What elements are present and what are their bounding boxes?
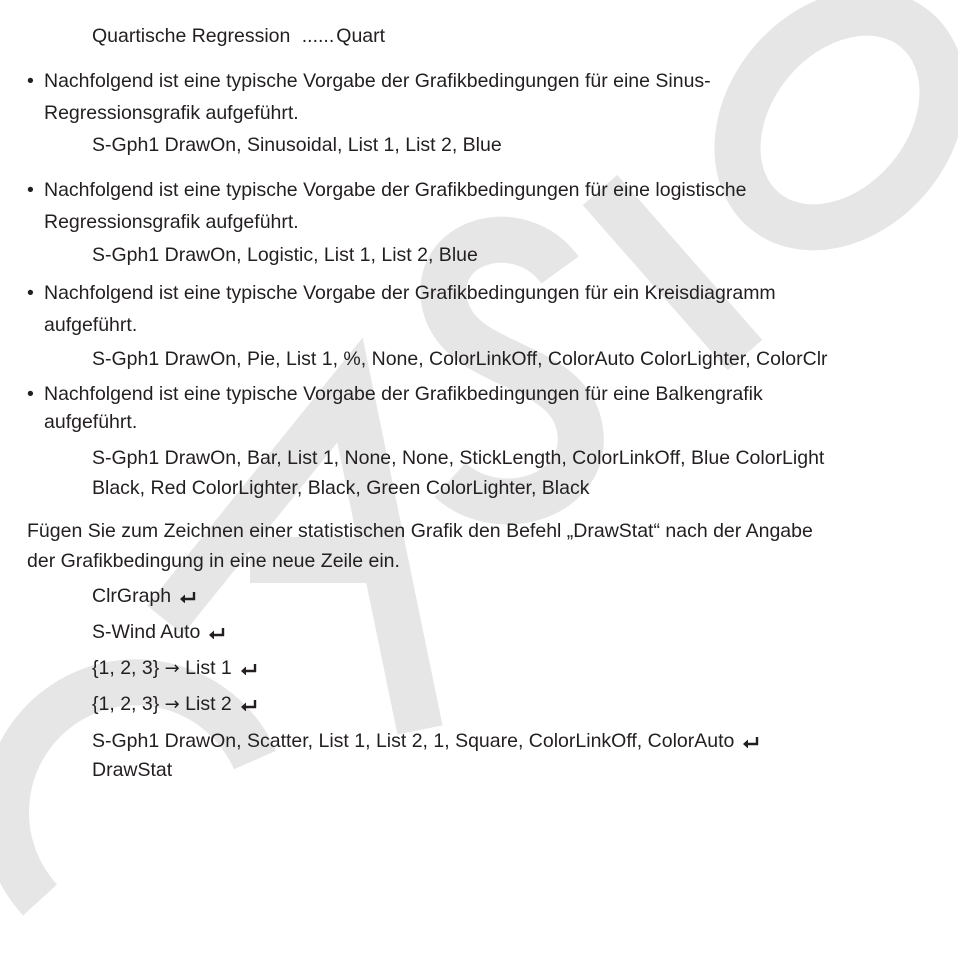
quart-label: Quartische Regression <box>92 25 291 47</box>
enter-key-icon <box>179 591 197 603</box>
bullet-marker: • <box>27 282 34 304</box>
quartic-regression-line <box>92 24 385 48</box>
program-line-5 <box>92 729 760 753</box>
bullet-marker: • <box>27 179 34 201</box>
assign-arrow-icon: → <box>164 694 180 715</box>
paragraph-line2: der Grafikbedingung in eine neue Zeile ein. <box>27 550 400 572</box>
bullet-4-code-line1: S-Gph1 DrawOn, Bar, List 1, None, None, StickLength, ColorLinkOff, Blue ColorLight <box>92 447 825 469</box>
bullet-3-text-line1: Nachfolgend ist eine typische Vorgabe der Grafikbedingungen für ein Kreisdiagramm <box>44 282 776 304</box>
quart-value: Quart <box>336 25 386 47</box>
bullet-1-code: S-Gph1 DrawOn, Sinusoidal, List 1, List 2, Blue <box>92 134 502 156</box>
enter-key-icon <box>240 699 258 711</box>
bullet-marker: • <box>27 383 34 405</box>
program-line-3-pre: {1, 2, 3} <box>92 657 160 679</box>
bullet-2-code: S-Gph1 DrawOn, Logistic, List 1, List 2, Blue <box>92 244 478 266</box>
program-line-4 <box>92 692 258 717</box>
bullet-marker: • <box>27 70 34 92</box>
enter-key-icon <box>208 627 226 639</box>
quart-dots: ...... <box>301 25 335 47</box>
bullet-1-text-line2: Regressionsgrafik aufgeführt. <box>44 102 299 124</box>
assign-arrow-icon: → <box>164 658 180 679</box>
bullet-4-text-line1: Nachfolgend ist eine typische Vorgabe der Grafikbedingungen für eine Balkengrafik <box>44 383 763 405</box>
bullet-4-code-line2: Black, Red ColorLighter, Black, Green ColorLighter, Black <box>92 477 590 499</box>
bullet-2-text-line2: Regressionsgrafik aufgeführt. <box>44 211 299 233</box>
program-line-6: DrawStat <box>92 759 173 781</box>
bullet-1-text-line1: Nachfolgend ist eine typische Vorgabe der Grafikbedingungen für eine Sinus- <box>44 70 711 92</box>
bullet-4-text-line2: aufgeführt. <box>44 411 138 433</box>
bullet-3-text-line2: aufgeführt. <box>44 314 138 336</box>
enter-key-icon <box>240 663 258 675</box>
bullet-2-text-line1: Nachfolgend ist eine typische Vorgabe der Grafikbedingungen für eine logistische <box>44 179 747 201</box>
program-line-4-pre: {1, 2, 3} <box>92 693 160 715</box>
paragraph-line1: Fügen Sie zum Zeichnen einer statistischen Grafik den Befehl „DrawStat“ nach der Angabe <box>27 520 813 542</box>
program-line-5-text: S-Gph1 DrawOn, Scatter, List 1, List 2, 1, Square, ColorLinkOff, ColorAuto <box>92 730 735 752</box>
program-line-1 <box>92 584 197 608</box>
program-line-3 <box>92 656 258 681</box>
program-line-2 <box>92 620 226 644</box>
enter-key-icon <box>742 736 760 748</box>
program-line-4-post: List 2 <box>185 693 232 715</box>
program-line-3-post: List 1 <box>185 657 232 679</box>
bullet-3-code: S-Gph1 DrawOn, Pie, List 1, %, None, ColorLinkOff, ColorAuto ColorLighter, ColorClr <box>92 348 828 370</box>
program-line-1-text: ClrGraph <box>92 585 172 607</box>
program-line-2-text: S-Wind Auto <box>92 621 201 643</box>
